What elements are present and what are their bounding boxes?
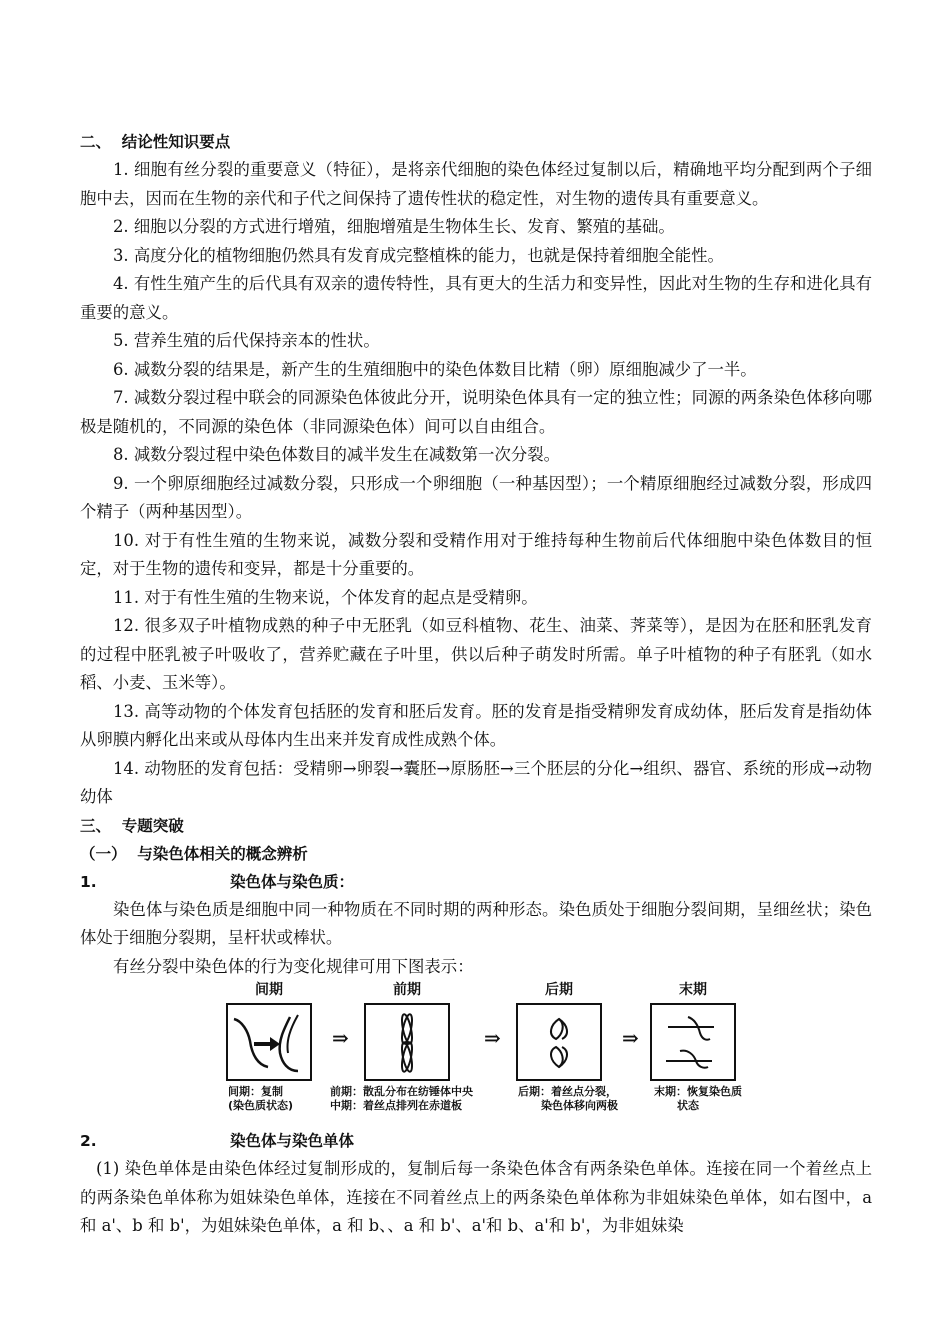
mitosis-figure [222, 981, 762, 1127]
list-item: 13. 高等动物的个体发育包括胚的发育和胚后发育。胚的发育是指受精卵发育成幼体，胚后发育是指幼体从卵膜内孵化出来或从母体内生出来并发育成性成熟个体。 [80, 701, 872, 749]
caption-interphase: 间期：复制 (染色质状态) [228, 1085, 294, 1112]
list-item: 3. 高度分化的植物细胞仍然具有发育成完整植株的能力，也就是保持着细胞全能性。 [113, 245, 724, 265]
topic-title: 染色体与染色质： [230, 872, 355, 891]
list-item: 11. 对于有性生殖的生物来说，个体发育的起点是受精卵。 [113, 587, 538, 607]
interphase-chromosome-icon [228, 1005, 310, 1079]
sub-heading-chromosome-concepts: （一） 与染色体相关的概念辨析 [80, 844, 308, 863]
list-item: 10. 对于有性生殖的生物来说，减数分裂和受精作用对于维持每种生物前后代体细胞中染色体数目的恒定，对于生物的遗传和变异，都是十分重要的。 [80, 530, 872, 578]
list-item: 14. 动物胚的发育包括：受精卵→卵裂→囊胚→原肠胚→三个胚层的分化→组织、器官、系统的形成→动物幼体 [80, 758, 872, 806]
list-item: 12. 很多双子叶植物成熟的种子中无胚乳（如豆科植物、花生、油菜、荠菜等），是因为在胚和胚乳发育的过程中胚乳被子叶吸收了，营养贮藏在子叶里，供以后种子萌发时所需。单子叶植物的种子有胚乳（如水稻、小麦、玉米等）。 [80, 616, 872, 692]
cell-box [516, 1003, 602, 1081]
caption-anaphase: 后期：着丝点分裂， 染色体移向两极 [518, 1085, 618, 1112]
panel-label: 后期 [545, 982, 573, 998]
topic-heading-2 [80, 1127, 872, 1155]
list-item: 5. 营养生殖的后代保持亲本的性状。 [113, 331, 380, 350]
panel-label: 间期 [255, 982, 283, 998]
topic-number: 1. [80, 872, 97, 891]
caption-prophase: 前期：散乱分布在纺锤体中央 中期：着丝点排列在赤道板 [330, 1085, 473, 1112]
caption-telophase: 末期：恢复染色质 状态 [654, 1085, 742, 1112]
panel-telophase [650, 981, 736, 1081]
topic-title: 染色体与染色单体 [230, 1132, 355, 1150]
anaphase-chromosome-icon [518, 1005, 600, 1079]
list-item: 6. 减数分裂的结果是，新产生的生殖细胞中的染色体数目比精（卵）原细胞减少了一半。 [113, 359, 757, 379]
cell-box [226, 1003, 312, 1081]
panel-label: 前期 [393, 982, 421, 998]
list-item: 7. 减数分裂过程中联会的同源染色体彼此分开，说明染色体具有一定的独立性；同源的两条染色体移向哪极是随机的，不同源的染色体（非同源染色体）间可以自由组合。 [80, 388, 872, 436]
list-item: 9. 一个卵原细胞经过减数分裂，只形成一个卵细胞（一种基因型）；一个精原细胞经过减数分裂，形成四个精子（两种基因型）。 [80, 473, 872, 521]
panel-prophase [364, 981, 450, 1081]
arrow-icon: ⇒ [622, 1026, 639, 1050]
panel-anaphase [516, 981, 602, 1081]
list-item: 8. 减数分裂过程中染色体数目的减半发生在减数第一次分裂。 [113, 445, 561, 464]
list-item: 1. 细胞有丝分裂的重要意义（特征），是将亲代细胞的染色体经过复制以后，精确地平均分配到两个子细胞中去，因而在生物的亲代和子代之间保持了遗传性状的稳定性，对生物的遗传具有重要意义。 [80, 160, 872, 208]
paragraph: 有丝分裂中染色体的行为变化规律可用下图表示： [113, 956, 474, 976]
cell-box [650, 1003, 736, 1081]
panel-label: 末期 [679, 982, 707, 998]
list-item: 4. 有性生殖产生的后代具有双亲的遗传特性，具有更大的生活力和变异性，因此对生物的生存和进化具有重要的意义。 [80, 274, 872, 322]
list-item: 2. 细胞以分裂的方式进行增殖，细胞增殖是生物体生长、发育、繁殖的基础。 [113, 217, 675, 236]
panel-interphase [226, 981, 312, 1081]
document-page [80, 128, 872, 1241]
paragraph: (1) 染色单体是由染色体经过复制形成的，复制后每一条染色体含有两条染色单体。连接在同一个着丝点上的两条染色单体称为姐妹染色单体，连接在不同着丝点上的两条染色单体称为非姐妹染色单体，如右图中，a 和 a'、b 和 b'，为姐妹染色单体，a 和 b、、a 和 b'、a'和 b、a'和 b'，为非姐妹染 [80, 1159, 872, 1235]
topic-number: 2. [80, 1132, 97, 1150]
paragraph: 染色体与染色质是细胞中同一种物质在不同时期的两种形态。染色质处于细胞分裂间期，呈细丝状；染色体处于细胞分裂期，呈杆状或棒状。 [80, 899, 872, 947]
arrow-icon: ⇒ [484, 1026, 501, 1050]
section-heading-conclusions: 二、 结论性知识要点 [80, 133, 231, 151]
prophase-chromosome-icon [366, 1005, 448, 1079]
topic-heading-1 [80, 868, 872, 896]
section-heading-topics: 三、 专题突破 [80, 816, 184, 835]
telophase-chromosome-icon [652, 1005, 734, 1079]
cell-box [364, 1003, 450, 1081]
arrow-icon: ⇒ [332, 1026, 349, 1050]
